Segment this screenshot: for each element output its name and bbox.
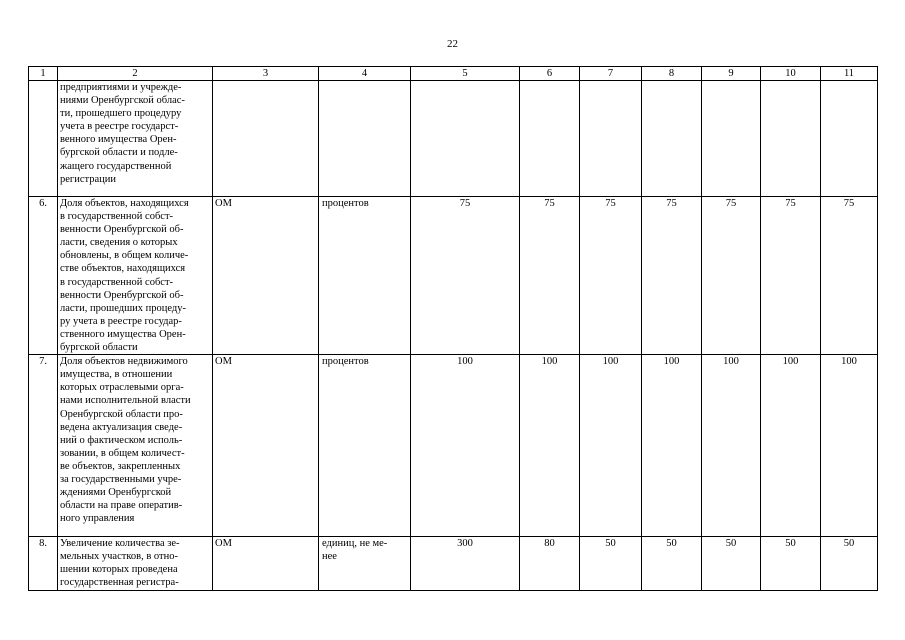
indicator-name-line: зовании, в общем количест- — [60, 447, 185, 459]
indicator-name-line: ласти, прошедших процеду- — [60, 302, 187, 314]
value-cell: 50 — [761, 537, 821, 590]
value-cell: 100 — [520, 355, 580, 537]
value-cell: 300 — [411, 537, 520, 590]
value-cell: 100 — [642, 355, 702, 537]
value-cell — [702, 81, 761, 197]
indicator-name-line: ждениями Оренбургской — [60, 487, 172, 499]
indicator-name-line: предприятиями и учрежде- — [60, 82, 182, 93]
table-row — [29, 355, 878, 537]
value-cell: 100 — [702, 355, 761, 537]
value-cell: 75 — [642, 197, 702, 355]
value-cell: 75 — [761, 197, 821, 355]
indicator-name-line: государственная регистра- — [60, 577, 179, 589]
unit-line: единиц, не ме- — [322, 538, 388, 550]
unit-line: процентов — [322, 356, 369, 368]
indicator-name-line: ти, прошедшего процедуру — [60, 108, 182, 120]
column-header: 7 — [580, 67, 642, 81]
column-header: 3 — [213, 67, 319, 81]
indicator-name-line: регистрации — [60, 173, 116, 185]
row-number-cell — [29, 81, 58, 197]
header-row — [29, 67, 878, 81]
unit-cell — [319, 537, 411, 590]
value-cell: 100 — [821, 355, 878, 537]
indicator-name-line: за государственными учре- — [60, 473, 182, 485]
indicator-name-line: венности Оренбургской об- — [60, 224, 184, 236]
unit-line: нее — [322, 551, 337, 563]
indicator-name-line: мельных участков, в отно- — [60, 551, 178, 563]
indicator-name-line: ведена актуализация сведе- — [60, 421, 183, 433]
indicator-name-line: ний о фактическом исполь- — [60, 434, 183, 446]
value-cell: 100 — [411, 355, 520, 537]
indicators-table — [28, 66, 878, 591]
responsible-cell — [213, 81, 319, 197]
value-cell: 100 — [580, 355, 642, 537]
value-cell: 50 — [702, 537, 761, 590]
table-row — [29, 81, 878, 197]
row-number-cell: 8. — [29, 537, 58, 590]
value-cell — [642, 81, 702, 197]
indicator-name-line: шении которых проведена — [60, 564, 178, 576]
indicator-name-line: Оренбургской области про- — [60, 408, 183, 420]
unit-line: процентов — [322, 198, 369, 209]
unit-cell — [319, 81, 411, 197]
indicator-name-line: Доля объектов недвижимого — [60, 356, 188, 368]
column-header: 11 — [821, 67, 878, 81]
indicator-name-line: Увеличение количества зе- — [60, 538, 180, 550]
value-cell: 75 — [520, 197, 580, 355]
indicator-name-line: жащего государственной — [60, 160, 172, 172]
indicator-name-cell — [58, 81, 213, 197]
column-header: 1 — [29, 67, 58, 81]
indicator-name-line: обновлены, в общем количе- — [60, 250, 189, 262]
indicator-name-line: стве объектов, находящихся — [60, 263, 186, 275]
indicator-name-line: Доля объектов, находящихся — [60, 198, 189, 209]
indicator-name-line: бургской области — [60, 342, 138, 354]
column-header: 10 — [761, 67, 821, 81]
value-cell: 75 — [821, 197, 878, 355]
indicator-name-line: венности Оренбургской об- — [60, 289, 184, 301]
page-number: 22 — [447, 38, 458, 50]
value-cell: 100 — [761, 355, 821, 537]
indicator-name-line: области на праве оператив- — [60, 500, 183, 512]
unit-cell — [319, 355, 411, 537]
value-cell: 50 — [642, 537, 702, 590]
column-header: 6 — [520, 67, 580, 81]
indicator-name-line: ного управления — [60, 513, 135, 525]
value-cell: 75 — [580, 197, 642, 355]
indicator-name-cell — [58, 355, 213, 537]
value-cell — [411, 81, 520, 197]
value-cell: 75 — [411, 197, 520, 355]
indicator-name-line: венного имущества Орен- — [60, 134, 177, 146]
value-cell: 50 — [580, 537, 642, 590]
responsible-cell: ОМ — [213, 355, 319, 537]
indicator-name-line: бургской области и подле- — [60, 147, 178, 159]
unit-cell — [319, 197, 411, 355]
table-row — [29, 537, 878, 590]
indicator-name-cell — [58, 197, 213, 355]
column-header: 4 — [319, 67, 411, 81]
value-cell: 80 — [520, 537, 580, 590]
value-cell — [580, 81, 642, 197]
column-header: 5 — [411, 67, 520, 81]
table-row — [29, 197, 878, 355]
indicator-name-cell — [58, 537, 213, 590]
indicator-name-line: ласти, сведения о которых — [60, 237, 178, 249]
indicator-name-line: имущества, в отношении — [60, 369, 173, 381]
indicator-name-line: нами исполнительной власти — [60, 395, 191, 407]
indicator-name-line: в государственной собст- — [60, 211, 174, 223]
row-number-cell: 7. — [29, 355, 58, 537]
indicator-name-line: ниями Оренбургской облас- — [60, 95, 185, 107]
indicator-name-line: в государственной собст- — [60, 276, 174, 288]
indicator-name-line: ве объектов, закрепленных — [60, 460, 181, 472]
responsible-cell: ОМ — [213, 537, 319, 590]
indicator-name-line: которых отраслевыми орга- — [60, 382, 184, 394]
row-number-cell: 6. — [29, 197, 58, 355]
column-header: 2 — [58, 67, 213, 81]
value-cell — [761, 81, 821, 197]
value-cell — [520, 81, 580, 197]
indicator-name-line: ру учета в реестре государ- — [60, 315, 182, 327]
indicator-name-line: ственного имущества Орен- — [60, 328, 186, 340]
value-cell — [821, 81, 878, 197]
value-cell: 75 — [702, 197, 761, 355]
indicator-name-line: учета в реестре государст- — [60, 121, 179, 133]
column-header: 9 — [702, 67, 761, 81]
value-cell: 50 — [821, 537, 878, 590]
column-header: 8 — [642, 67, 702, 81]
responsible-cell: ОМ — [213, 197, 319, 355]
